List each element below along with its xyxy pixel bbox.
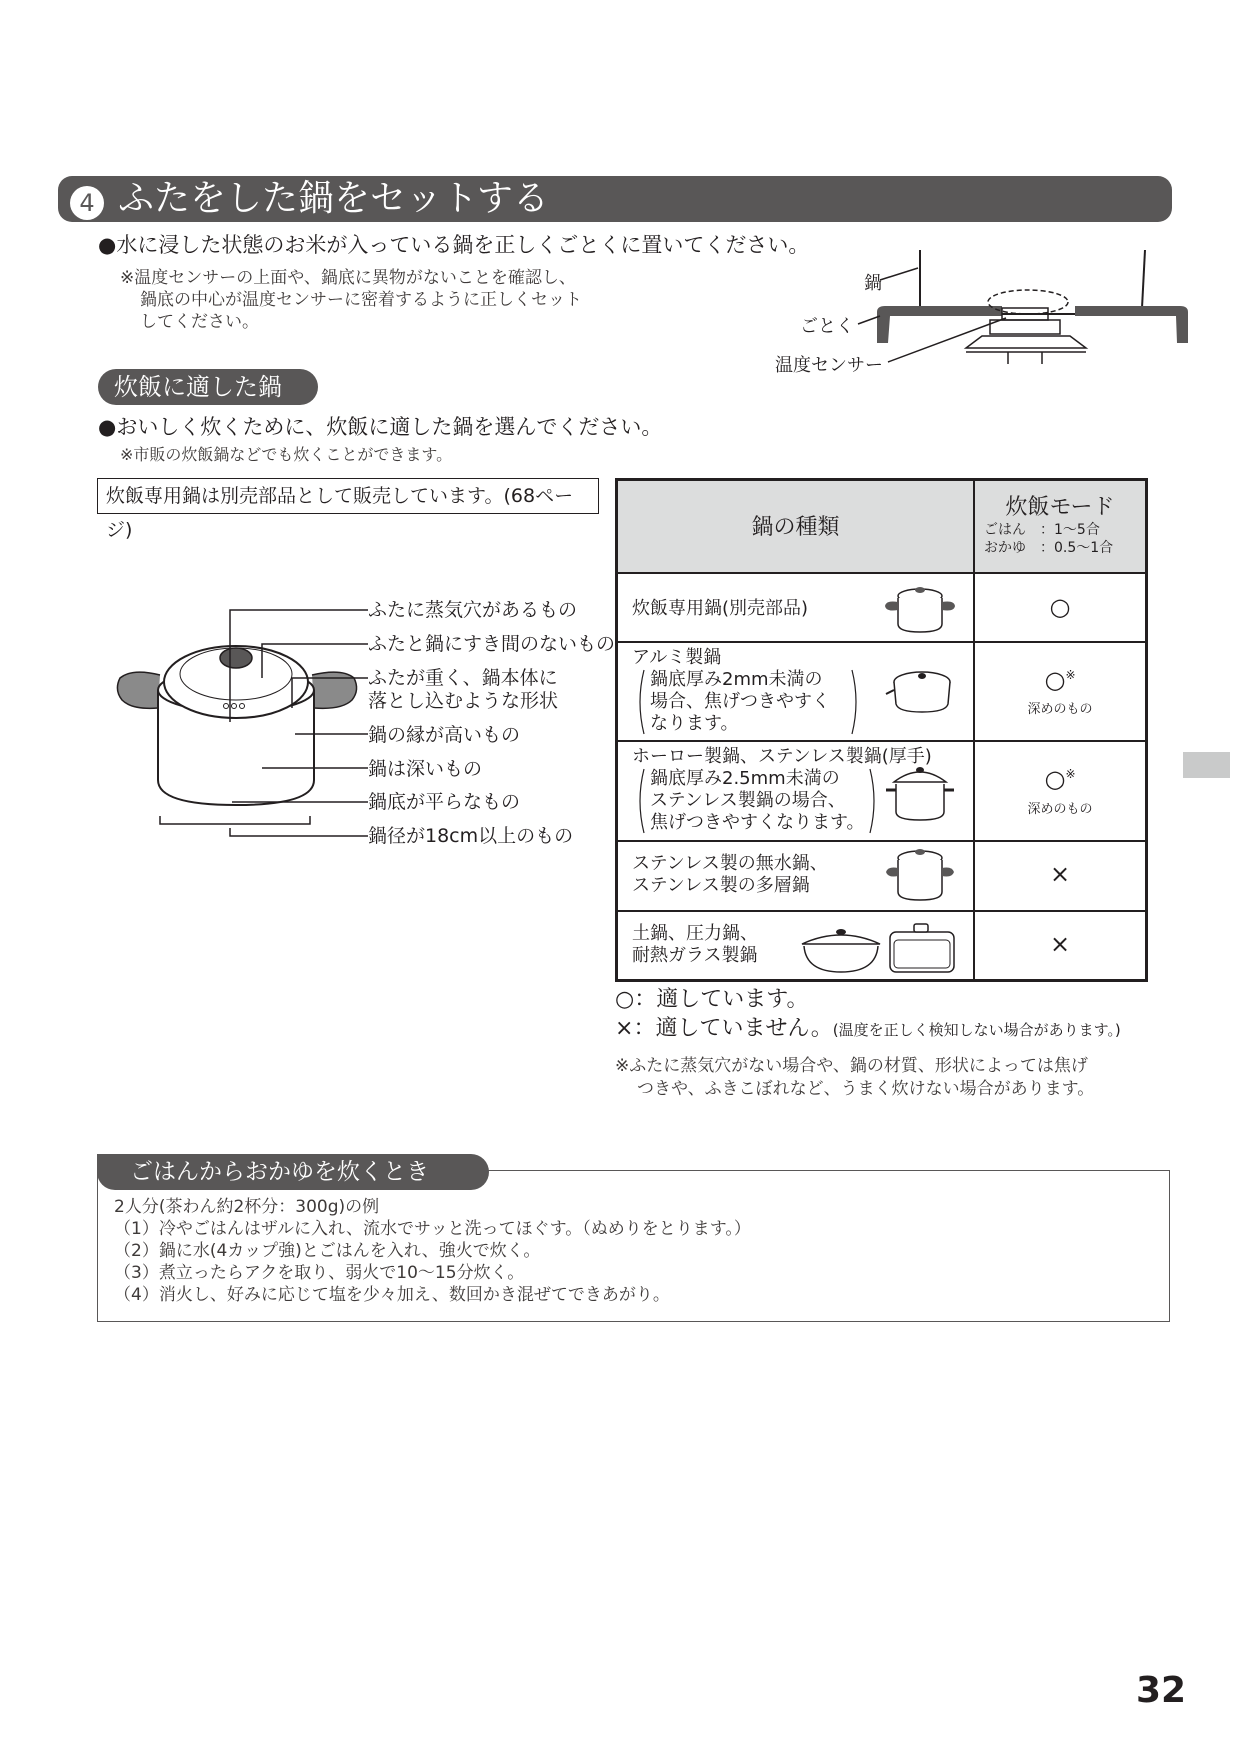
stainless-multilayer-pot-icon xyxy=(880,844,960,906)
table-row-4-line-1: ステンレス製の無水鍋、 xyxy=(632,853,828,874)
aluminum-pot-icon xyxy=(882,660,962,720)
howto-serving: 2人分(茶わん約2杯分：300g)の例 xyxy=(114,1197,380,1217)
table-row-3-note-3: 焦げつきやすくなります。 xyxy=(650,812,865,833)
legend-ok: ○：適しています。 xyxy=(615,987,809,1012)
table-row-5-line-2: 耐熱ガラス製鍋 xyxy=(632,945,758,966)
legend-ng: ×：適していません。(温度を正しく検知しない場合があります。) xyxy=(615,1016,1121,1041)
pot-feature-heavy-lid-2: 落とし込むような形状 xyxy=(368,690,559,712)
table-header-pot-type: 鍋の種類 xyxy=(751,515,840,540)
diagram-label-trivet: ごとく xyxy=(800,316,854,337)
table-row-2-note-2: 場合、焦げつきやすく xyxy=(650,691,830,712)
suitable-instruction: ●おいしく炊くために、炊飯に適した鍋を選んでください。 xyxy=(98,415,663,439)
table-row-divider xyxy=(615,910,1148,912)
table-header-mode-porridge: おかゆ ：0.5〜1合 xyxy=(984,540,1114,556)
rice-cooker-pot-icon xyxy=(880,582,960,636)
table-row-1-label: 炊飯専用鍋(別売部品) xyxy=(632,598,809,619)
table-row-2-title: アルミ製鍋 xyxy=(632,647,722,668)
legend-footnote-line-1: ※ふたに蒸気穴がない場合や、鍋の材質、形状によっては焦げ xyxy=(615,1056,1088,1076)
diagram-label-pot: 鍋 xyxy=(864,273,882,294)
clay-and-glass-pot-icon xyxy=(796,918,966,980)
step-title: ふたをした鍋をセットする xyxy=(118,178,549,219)
row-3-note-brackets xyxy=(634,765,884,837)
table-row-divider xyxy=(615,840,1148,842)
table-row-1-mark: ○ xyxy=(1049,593,1071,621)
set-note-line-3: してください。 xyxy=(140,312,259,332)
table-row-2-note-1: 鍋底厚み2mm未満の xyxy=(650,669,823,690)
enamel-pot-icon xyxy=(880,760,960,826)
section-heading-suitable-pots: 炊飯に適した鍋 xyxy=(98,369,318,405)
row-2-note-brackets xyxy=(634,666,864,738)
set-note-line-1: ※温度センサーの上面や、鍋底に異物がないことを確認し、 xyxy=(120,268,576,288)
table-column-divider xyxy=(973,478,975,982)
table-header-mode-rice: ごはん ：1〜5合 xyxy=(984,522,1100,538)
diagram-label-sensor: 温度センサー xyxy=(775,355,883,376)
table-row-3-deep-note: 深めのもの xyxy=(1027,802,1093,817)
table-row-divider xyxy=(615,641,1148,643)
table-row-4-line-2: ステンレス製の多層鍋 xyxy=(632,875,810,896)
legend-footnote-line-2: つきや、ふきこぼれなど、うまく炊けない場合があります。 xyxy=(637,1079,1095,1099)
pot-feature-high-rim: 鍋の縁が高いもの xyxy=(368,724,521,746)
table-row-5-mark: × xyxy=(1049,930,1071,958)
feature-leader-lines xyxy=(200,600,370,845)
howto-step-2: （2）鍋に水(4カップ強)とごはんを入れ、強火で炊く。 xyxy=(114,1241,541,1261)
section-side-tab xyxy=(1183,752,1230,778)
pot-feature-no-gap: ふたと鍋にすき間のないもの xyxy=(368,633,616,655)
table-row-5-line-1: 土鍋、圧力鍋、 xyxy=(632,923,758,944)
table-row-2-note-3: なります。 xyxy=(650,713,739,734)
howto-heading: ごはんからおかゆを炊くとき xyxy=(130,1159,429,1185)
step-number-badge: 4 xyxy=(70,186,104,220)
table-row-3-note-2: ステンレス製鍋の場合、 xyxy=(650,790,846,811)
optional-parts-note: 炊飯専用鍋は別売部品として販売しています。(68ページ) xyxy=(97,478,599,514)
pot-feature-steam-hole: ふたに蒸気穴があるもの xyxy=(368,599,578,621)
set-instruction: ●水に浸した状態のお米が入っている鍋を正しくごとくに置いてください。 xyxy=(98,233,810,257)
table-row-4-mark: × xyxy=(1049,860,1071,888)
pot-feature-diameter: 鍋径が18cm以上のもの xyxy=(368,825,574,847)
pot-feature-heavy-lid-1: ふたが重く、鍋本体に xyxy=(368,667,558,689)
howto-step-3: （3）煮立ったらアクを取り、弱火で10〜15分炊く。 xyxy=(114,1263,525,1283)
pot-feature-flat-bottom: 鍋底が平らなもの xyxy=(368,791,521,813)
pot-feature-deep: 鍋は深いもの xyxy=(368,758,483,780)
table-row-3-note-1: 鍋底厚み2.5mm未満の xyxy=(650,768,840,789)
table-row-divider xyxy=(615,572,1148,574)
table-row-3-title: ホーロー製鍋、ステンレス製鍋(厚手) xyxy=(632,746,932,767)
table-row-2-mark: ○※ xyxy=(1044,666,1076,694)
table-row-2-deep-note: 深めのもの xyxy=(1027,702,1093,717)
howto-step-4: （4）消火し、好みに応じて塩を少々加え、数回かき混ぜてできあがり。 xyxy=(114,1285,670,1305)
table-header-mode: 炊飯モード xyxy=(1005,495,1115,520)
table-row-divider xyxy=(615,740,1148,742)
table-row-3-mark: ○※ xyxy=(1044,765,1076,793)
suitable-note: ※市販の炊飯鍋などでも炊くことができます。 xyxy=(120,445,453,464)
set-note-line-2: 鍋底の中心が温度センサーに密着するように正しくセット xyxy=(140,290,582,310)
page-number: 32 xyxy=(1136,1670,1187,1711)
howto-step-1: （1）冷やごはんはザルに入れ、流水でサッと洗ってほぐす。（ぬめりをとります。） xyxy=(114,1219,751,1239)
